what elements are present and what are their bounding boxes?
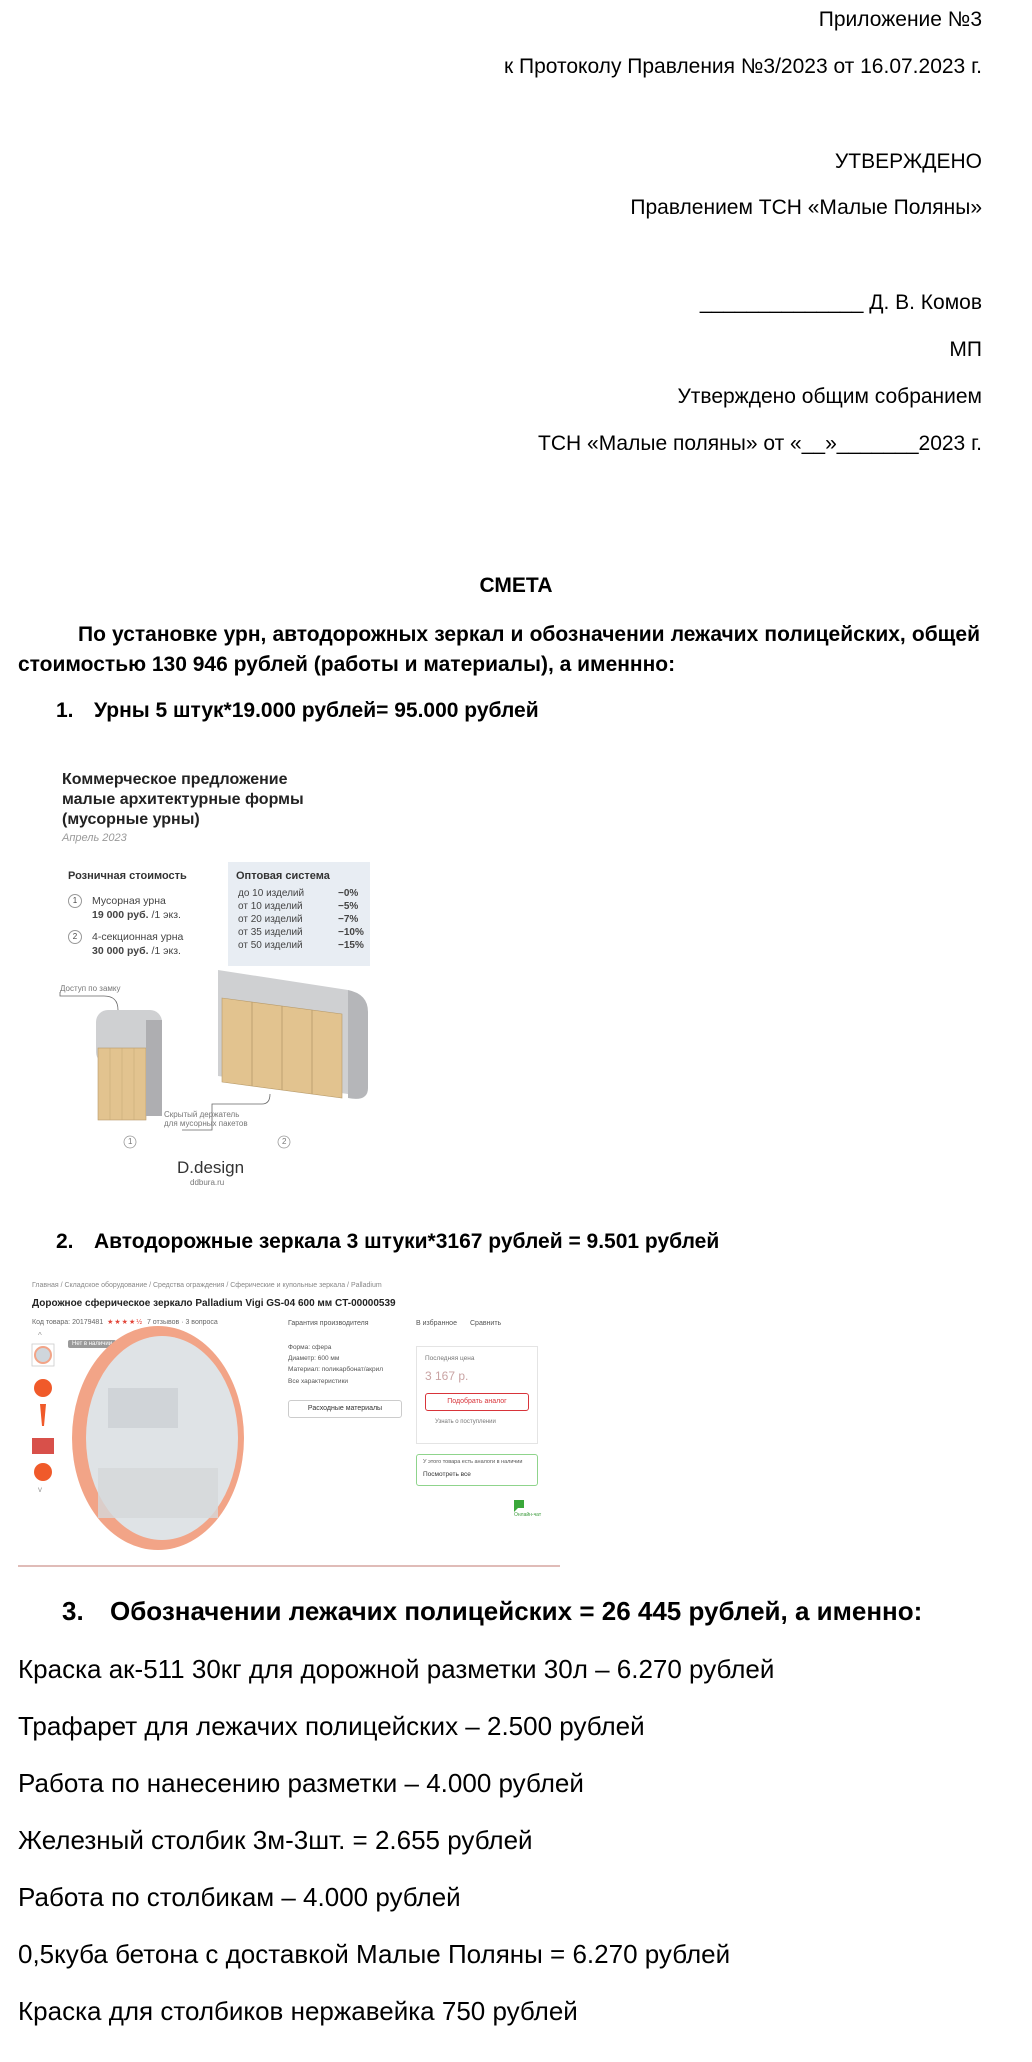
material-line: Работа по столбикам – 4.000 рублей xyxy=(18,1882,461,1912)
approved-heading: УТВЕРЖДЕНО xyxy=(834,150,982,173)
retail-item-2-price: 30 000 руб. xyxy=(92,945,149,957)
material-line: Работа по нанесению разметки – 4.000 рублей xyxy=(18,1768,584,1798)
material-line: Краска для столбиков нержавейка 750 рублей xyxy=(18,1996,578,2026)
reviews-count: 7 отзывов · 3 вопроса xyxy=(146,1319,218,1326)
general-meeting-label: Утверждено общим собранием xyxy=(677,385,982,408)
material-line: Железный столбик 3м-3шт. = 2.655 рублей xyxy=(18,1825,533,1855)
find-analog-button: Подобрать аналог xyxy=(425,1393,529,1411)
spec-diameter: Диаметр: 600 мм xyxy=(288,1355,340,1362)
retail-item-1-price: 19 000 руб. xyxy=(92,909,149,921)
item-1-text: Урны 5 штук*19.000 рублей= 95.000 рублей xyxy=(94,699,539,722)
manufacturer-guarantee: Гарантия производителя xyxy=(288,1320,369,1327)
seal-label: МП xyxy=(949,338,982,361)
item-2-text: Автодорожные зеркала 3 штуки*3167 рублей = 9.501 рублей xyxy=(94,1230,720,1253)
compare-link: Сравнить xyxy=(470,1320,502,1327)
material-line: Трафарет для лежачих полицейских – 2.500 рублей xyxy=(18,1711,645,1741)
spec-form: Форма: сфера xyxy=(288,1344,332,1351)
mirror-product-screenshot xyxy=(18,1278,560,1570)
item-1 xyxy=(56,699,539,723)
ddesign-logo-sub: ddbura.ru xyxy=(190,1178,225,1187)
urn-heading-line-3: (мусорные урны) xyxy=(62,811,200,828)
callout-holder-2: для мусорных пакетов xyxy=(164,1119,248,1128)
item-3-number: 3. xyxy=(62,1596,84,1626)
material-line: Краска ак-511 30кг для дорожной разметки 30л – 6.270 рублей xyxy=(18,1654,775,1684)
consumables-button: Расходные материалы xyxy=(288,1400,402,1418)
all-specs-link: Все характеристики xyxy=(288,1378,349,1385)
meeting-date-line: ТСН «Малые поляны» от «__»_______2023 г. xyxy=(538,432,982,455)
breadcrumb: Главная / Складское оборудование / Средства ограждения / Сферические и купольные зеркала / Palladium xyxy=(32,1282,382,1289)
stock-tag: Нет в наличии xyxy=(68,1340,116,1348)
wholesale-title: Оптовая система xyxy=(236,870,330,882)
signature-line: ______________ Д. В. Комов xyxy=(699,291,982,314)
callout-lock: Доступ по замку xyxy=(60,984,121,993)
favorite-link: В избранное xyxy=(416,1320,457,1327)
svg-text:^: ^ xyxy=(38,1331,42,1340)
urn-illustration xyxy=(52,758,382,1194)
document-title: СМЕТА xyxy=(479,574,553,597)
urn-heading-line-2: малые архитектурные формы xyxy=(62,791,304,808)
urn-heading-line-1: Коммерческое предложение xyxy=(62,771,288,788)
product-title: Дорожное сферическое зеркало Palladium Vigi GS-04 600 мм CT-00000539 xyxy=(32,1298,396,1309)
wholesale-row: от 10 изделий −5% xyxy=(238,901,359,912)
retail-title: Розничная стоимость xyxy=(68,870,187,882)
retail-marker-2: 2 xyxy=(68,930,82,944)
retail-item-2-unit: /1 экз. xyxy=(151,945,181,957)
analogs-note: У этого товара есть аналоги в наличии xyxy=(423,1459,523,1465)
retail-item-2-name: 4-секционная урна xyxy=(92,931,184,943)
urn-marker-2: 2 xyxy=(282,1137,287,1146)
approving-board: Правлением ТСН «Малые Поляны» xyxy=(630,196,982,219)
urn-marker-1: 1 xyxy=(128,1137,133,1146)
product-price: 3 167 р. xyxy=(425,1369,469,1383)
wholesale-row: от 35 изделий −10% xyxy=(238,927,364,938)
urn-offer-image xyxy=(52,758,382,1194)
retail-item-1-name: Мусорная урна xyxy=(92,895,166,907)
item-3-text: Обозначении лежачих полицейских = 26 445 рублей, а именно: xyxy=(110,1596,923,1626)
urn-offer-date: Апрель 2023 xyxy=(62,832,127,844)
last-price-label: Последняя цена xyxy=(425,1355,475,1362)
intro-paragraph: По установке урн, автодорожных зеркал и обозначении лежачих полицейских, общей стоимостью 130 946 рублей (работы и материалы), а именнно: xyxy=(18,623,980,676)
protocol-reference: к Протоколу Правления №3/2023 от 16.07.2023 г. xyxy=(503,55,982,78)
retail-marker-1: 1 xyxy=(68,894,82,908)
rating-stars: ★★★★½ xyxy=(107,1319,144,1326)
appendix-label: Приложение №3 xyxy=(818,8,982,31)
online-chat-label: Онлайн-чат xyxy=(514,1512,542,1518)
wholesale-row: от 20 изделий −7% xyxy=(238,914,359,925)
price-box xyxy=(416,1346,538,1444)
item-2-number: 2. xyxy=(56,1230,74,1253)
material-line: 0,5куба бетона с доставкой Малые Поляны = 6.270 рублей xyxy=(18,1939,731,1969)
notify-link: Узнать о поступлении xyxy=(435,1419,496,1425)
callout-holder: Скрытый держатель xyxy=(164,1110,240,1119)
wholesale-row: от 50 изделий −15% xyxy=(238,940,364,951)
product-code: Код товара: 20179481 xyxy=(32,1319,104,1326)
item-3 xyxy=(62,1596,922,1627)
retail-item-1-unit: /1 экз. xyxy=(151,909,181,921)
spec-material: Материал: поликарбонат/акрил xyxy=(288,1366,384,1373)
ddesign-logo: D.design xyxy=(177,1158,245,1177)
analogs-box xyxy=(416,1454,538,1486)
item-1-number: 1. xyxy=(56,699,74,722)
wholesale-row: до 10 изделий −0% xyxy=(238,888,359,899)
svg-text:v: v xyxy=(38,1485,42,1494)
analogs-link: Посмотреть все xyxy=(423,1471,471,1478)
item-2 xyxy=(56,1230,719,1254)
